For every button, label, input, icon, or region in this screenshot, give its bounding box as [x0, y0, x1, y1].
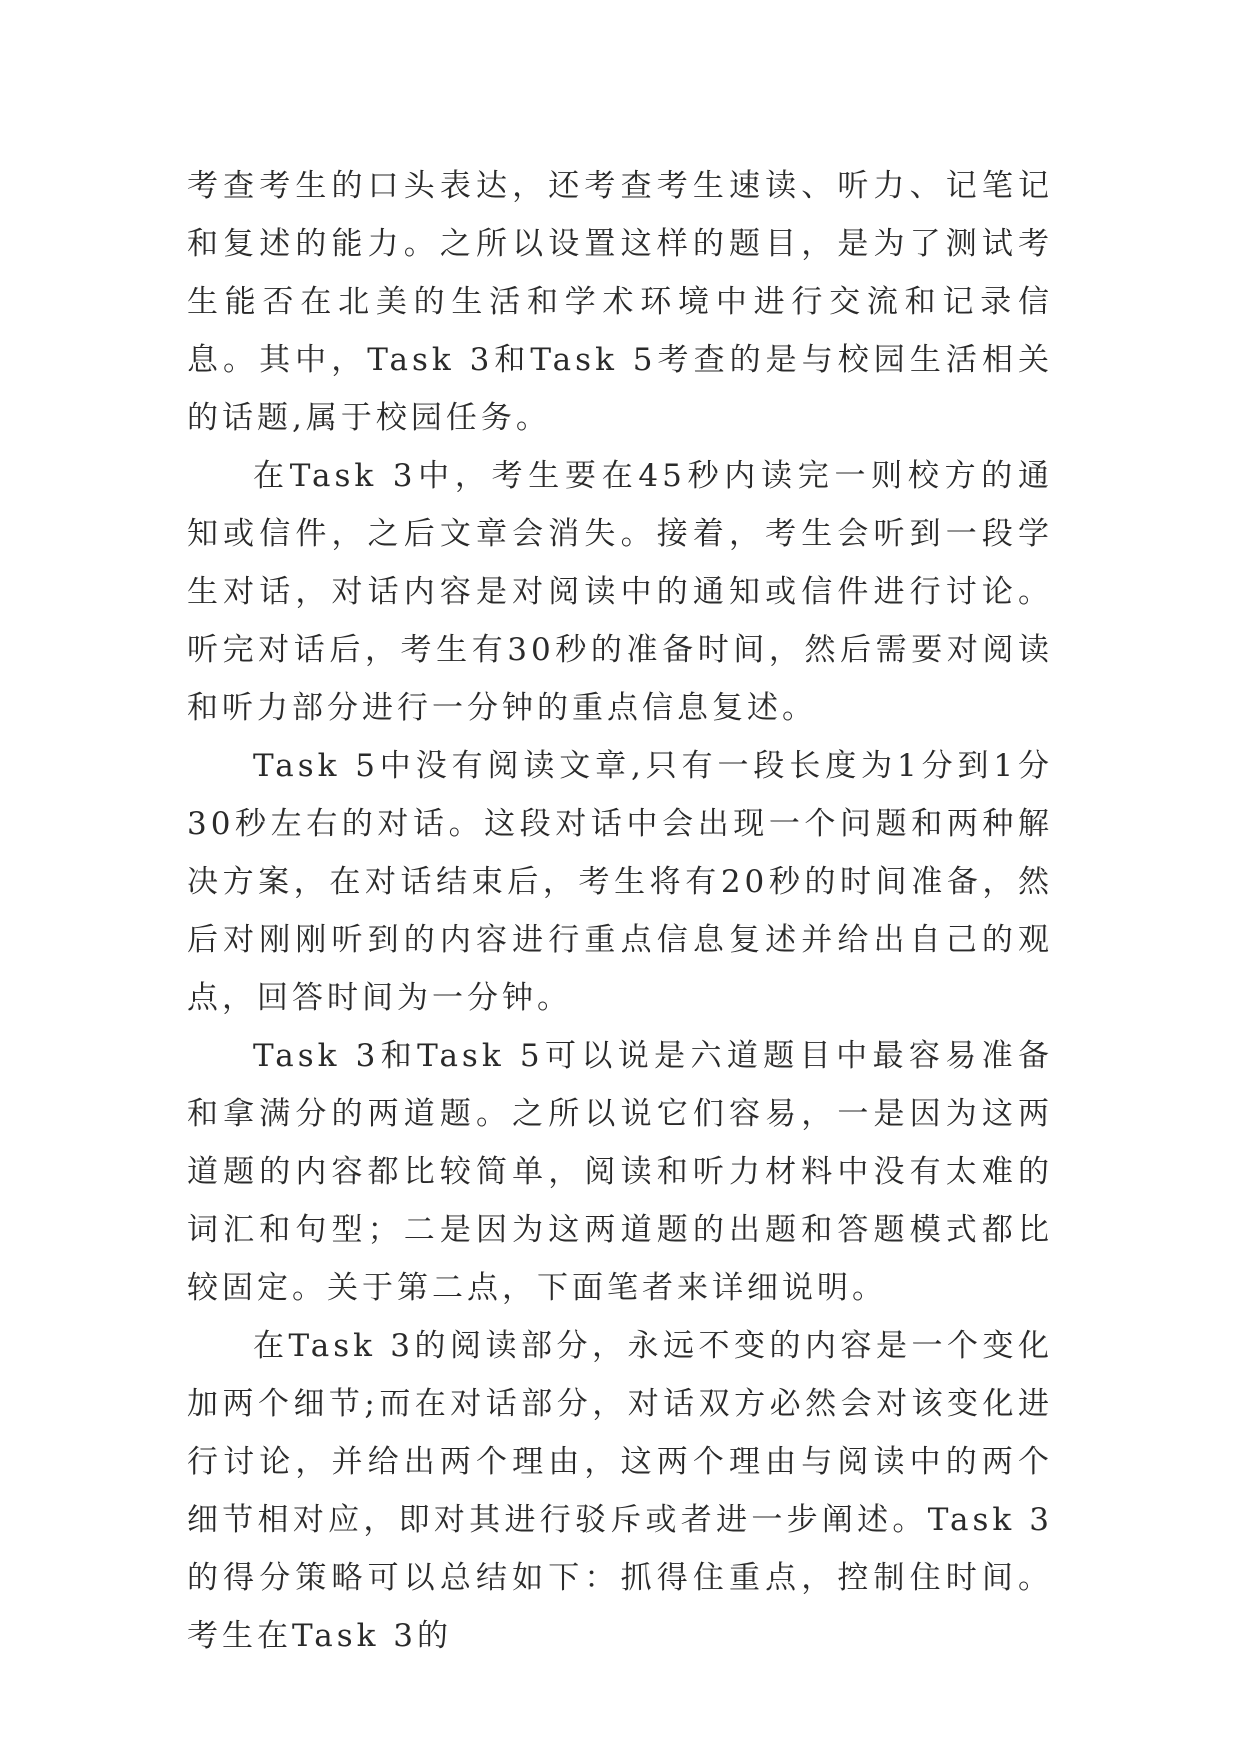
paragraph-2: 在Task 3中，考生要在45秒内读完一则校方的通知或信件，之后文章会消失。接着，考生会听到一段学生对话，对话内容是对阅读中的通知或信件进行讨论。听完对话后，考生有30秒的准备时间，然后需要对阅读和听力部分进行一分钟的重点信息复述。: [187, 458, 1053, 726]
paragraph-4: Task 3和Task 5可以说是六道题目中最容易准备和拿满分的两道题。之所以说它们容易，一是因为这两道题的内容都比较简单，阅读和听力材料中没有太难的词汇和句型；二是因为这两道题的出题和答题模式都比较固定。关于第二点，下面笔者来详细说明。: [187, 1038, 1053, 1306]
document-body: [187, 157, 1053, 1665]
paragraph-3: Task 5中没有阅读文章,只有一段长度为1分到1分30秒左右的对话。这段对话中会出现一个问题和两种解决方案，在对话结束后，考生将有20秒的时间准备，然后对刚刚听到的内容进行重点信息复述并给出自己的观点，回答时间为一分钟。: [187, 748, 1053, 1016]
paragraph-1: 考查考生的口头表达，还考查考生速读、听力、记笔记和复述的能力。之所以设置这样的题目，是为了测试考生能否在北美的生活和学术环境中进行交流和记录信息。其中，Task 3和Task 5考查的是与校园生活相关的话题,属于校园任务。: [187, 168, 1053, 436]
paragraph-5: 在Task 3的阅读部分，永远不变的内容是一个变化加两个细节;而在对话部分，对话双方必然会对该变化进行讨论，并给出两个理由，这两个理由与阅读中的两个细节相对应，即对其进行驳斥或者进一步阐述。Task 3的得分策略可以总结如下：抓得住重点，控制住时间。考生在Task 3的: [187, 1328, 1053, 1654]
